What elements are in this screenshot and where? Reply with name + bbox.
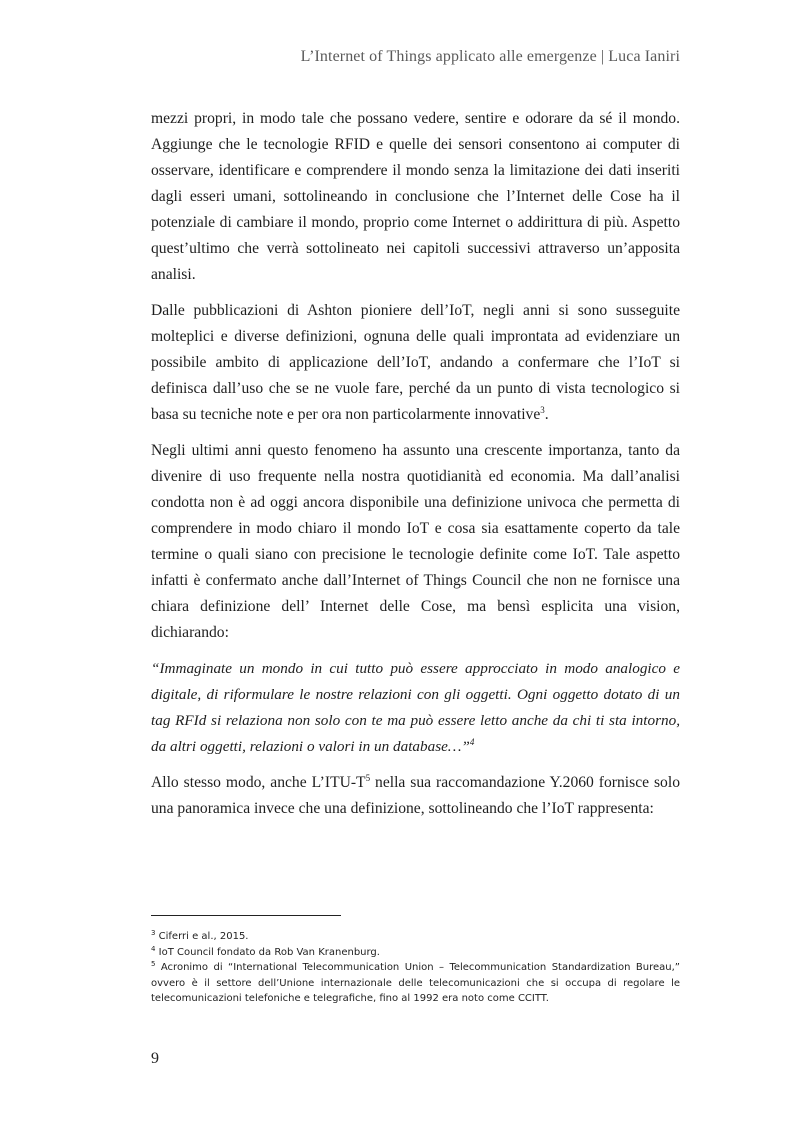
paragraph-4-rest: nella sua raccomandazione Y.2060 fornisce solo una panoramica invece che una definizione, sottolineando che l’IoT rappresenta: [151, 774, 680, 817]
block-quote [151, 656, 680, 760]
running-header: L’Internet of Things applicato alle emergenze | Luca Ianiri [300, 48, 680, 65]
footnote-text: Ciferri e al., 2015. [155, 931, 249, 942]
paragraph-4 [151, 770, 680, 822]
paragraph-4-start: Allo stesso modo, anche L’ITU-T [151, 774, 366, 791]
footnote-number: 3 [151, 929, 156, 937]
footnote-text: IoT Council fondato da Rob Van Kranenburg. [155, 946, 380, 958]
footnote-number: 4 [151, 944, 156, 953]
footnote-text: Acronimo di “International Telecommunication Union – Telecommunication Standardization Bureau,” ovvero è il settore dell’Unione internazionale delle telecomunicazioni che si occupa di regolare le telecomunicazioni telefoniche e telegrafiche, fino al 1992 era noto come CCITT. [151, 962, 680, 1004]
body-text [151, 106, 680, 832]
footnote [151, 929, 680, 945]
footnotes [151, 929, 680, 1007]
paragraph-2 [151, 298, 680, 428]
footnote-ref-5[interactable]: 5 [365, 773, 371, 783]
paragraph-1: mezzi propri, in modo tale che possano vedere, sentire e odorare da sé il mondo. Aggiunge che le tecnologie RFID e quelle dei sensori consentono ai computer di osservare, identificare e comprendere il mondo senza la limitazione dei dati inseriti dagli esseri umani, sottolineando in conclusione che l’Internet delle Cose ha il potenziale di cambiare il mondo, proprio come Internet o addirittura di più. Aspetto quest’ultimo che verrà sottolineato nei capitoli successivi attraverso un’apposita analisi. [151, 110, 680, 283]
footnote-ref-4[interactable]: 4 [469, 737, 475, 747]
footnote [151, 945, 680, 961]
page-number: 9 [151, 1050, 159, 1067]
quote-text: “Immaginate un mondo in cui tutto può essere approcciato in modo analogico e digitale, di riformulare le nostre relazioni con gli oggetti. Ogni oggetto dotato di un tag RFId si relaziona non solo con te ma può essere letto anche da chi ti sta intorno, da altri oggetti, relazioni o valori in un database…” [151, 660, 680, 755]
paragraph-2-end: . [544, 406, 549, 423]
footnote-separator [151, 915, 341, 916]
paragraph-2-text: Dalle pubblicazioni di Ashton pioniere dell’IoT, negli anni si sono susseguite molteplici e diverse definizioni, ognuna delle quali improntata ad evidenziare un possibile ambito di applicazione dell’IoT, andando a confermare che l’IoT si definisca dall’uso che se ne vuole fare, perché da un punto di vista tecnologico si basa su tecniche note e per ora non particolarmente innovative [151, 302, 680, 423]
footnote [151, 960, 680, 1007]
footnote-number: 5 [151, 960, 156, 968]
footnote-ref-3[interactable]: 3 [540, 405, 545, 415]
paragraph-3: Negli ultimi anni questo fenomeno ha assunto una crescente importanza, tanto da divenire di uso frequente nella nostra quotidianità ed economia. Ma dall’analisi condotta non è ad oggi ancora disponibile una definizione univoca che permetta di comprendere in modo chiaro il mondo IoT e cosa sia esattamente coperto da tale termine o quali siano con precisione le tecnologie definite come IoT. Tale aspetto infatti è confermato anche dall’Internet of Things Council che non ne fornisce una chiara definizione dell’ Internet delle Cose, ma bensì esplicita una vision, dichiarando: [151, 442, 680, 641]
